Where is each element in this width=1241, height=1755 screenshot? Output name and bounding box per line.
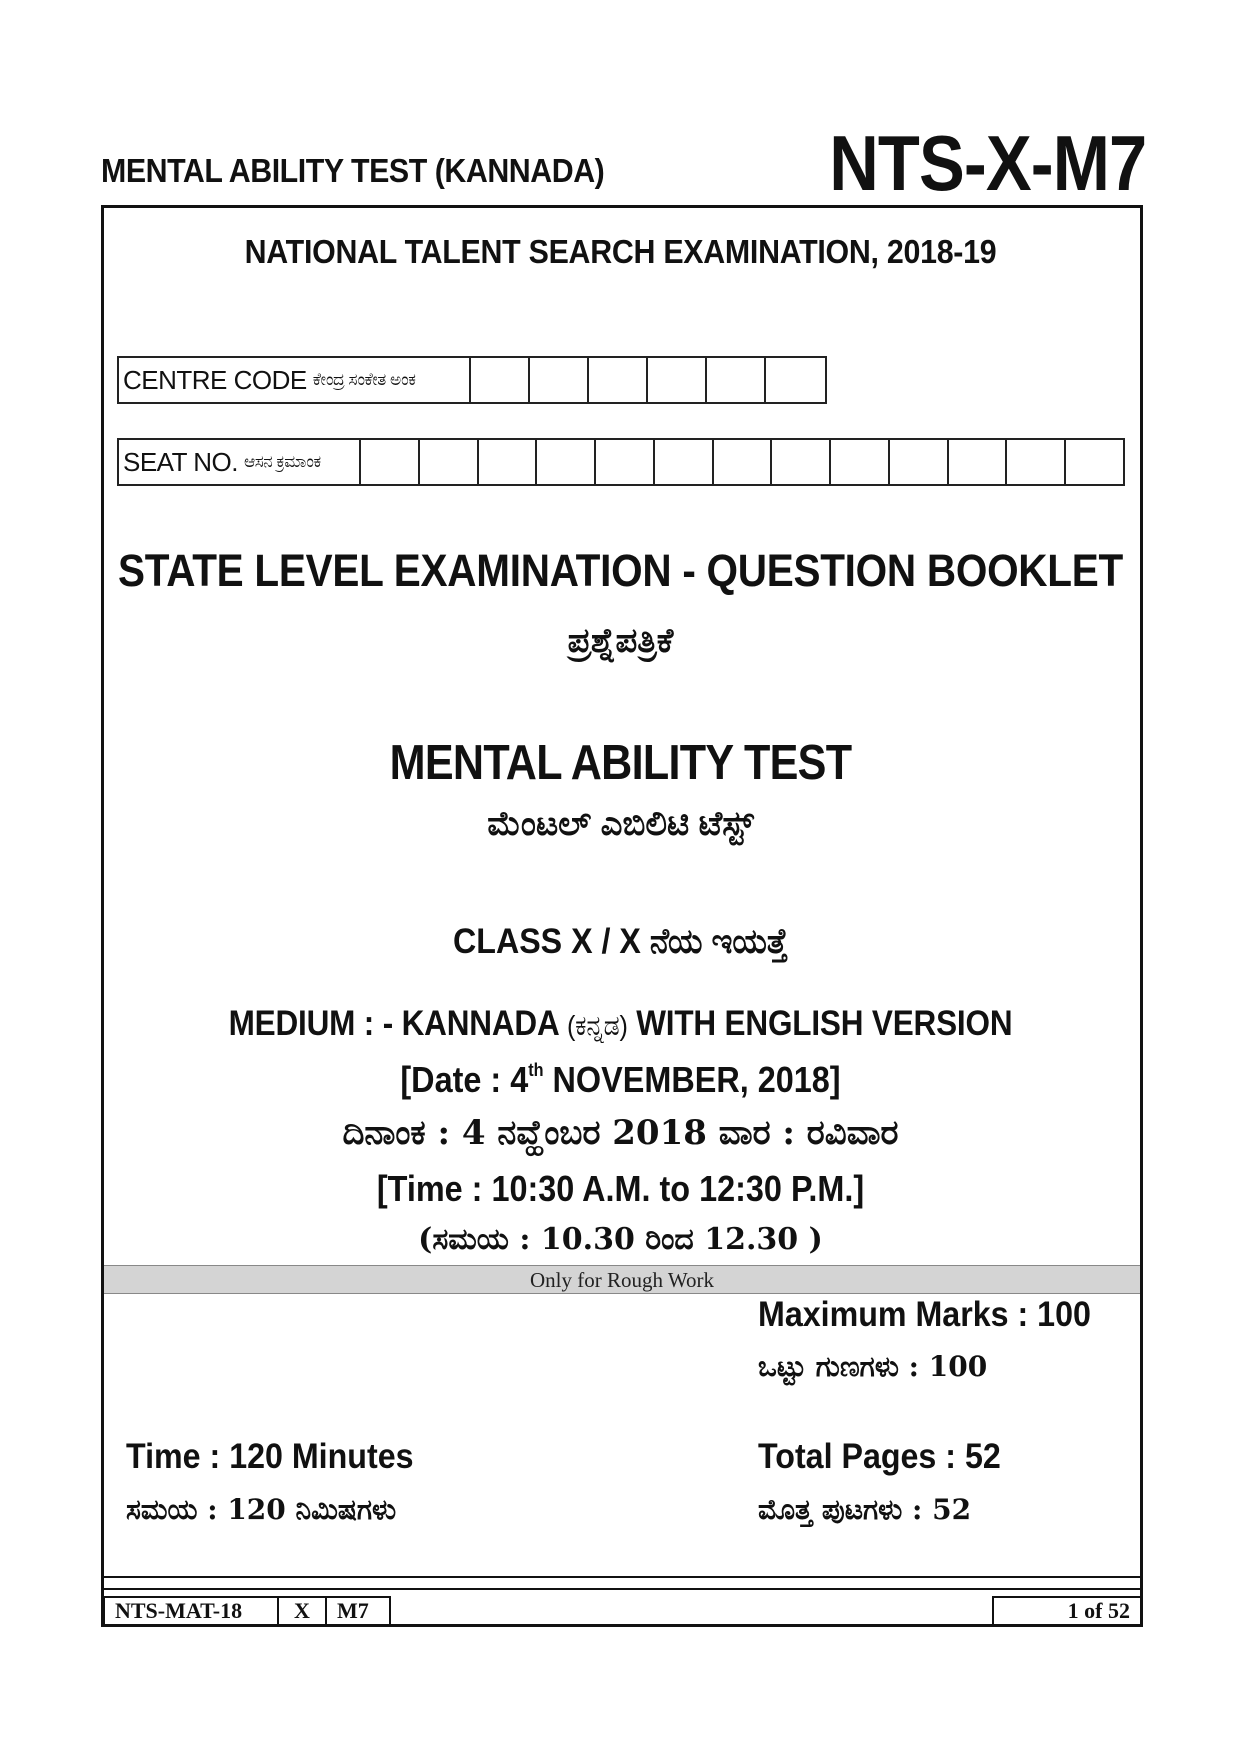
centre-code-box[interactable] bbox=[530, 358, 589, 402]
centre-code-row bbox=[117, 356, 827, 404]
paper-code: NTS-X-M7 bbox=[828, 119, 1146, 207]
seat-no-box[interactable] bbox=[831, 440, 890, 484]
seat-no-box[interactable] bbox=[1066, 440, 1123, 484]
centre-code-box[interactable] bbox=[707, 358, 766, 402]
seat-no-label-en: SEAT NO. bbox=[123, 446, 238, 477]
date-suffix: NOVEMBER, 2018] bbox=[543, 1059, 841, 1100]
centre-code-label-kn: ಕೇಂದ್ರ ಸಂಕೇತ ಅಂಕ bbox=[312, 370, 416, 389]
time-minutes: Time : 120 Minutes bbox=[126, 1437, 414, 1476]
subject-title-kn: ಮೆಂಟಲ್ ಎಬಿಲಿಟಿ ಟೆಸ್ಟ್ bbox=[487, 805, 754, 843]
centre-code-boxes bbox=[471, 358, 825, 402]
class-line: CLASS X / X ನೆಯ ಇಯತ್ತೆ bbox=[453, 922, 788, 961]
max-marks-kn: ಒಟ್ಟು ಗುಣಗಳು : 100 bbox=[758, 1350, 988, 1383]
seat-no-box[interactable] bbox=[1007, 440, 1066, 484]
footer-rule-bottom bbox=[101, 1588, 1143, 1590]
seat-no-label bbox=[119, 440, 361, 484]
max-marks: Maximum Marks : 100 bbox=[758, 1295, 1091, 1334]
footer-code: NTS-MAT-18 bbox=[103, 1596, 279, 1626]
footer-class: X bbox=[277, 1596, 327, 1626]
seat-no-box[interactable] bbox=[890, 440, 949, 484]
footer-rule-top bbox=[101, 1576, 1143, 1578]
seat-no-boxes bbox=[361, 440, 1123, 484]
centre-code-box[interactable] bbox=[471, 358, 530, 402]
seat-no-box[interactable] bbox=[714, 440, 773, 484]
footer-set: M7 bbox=[325, 1596, 391, 1626]
centre-code-box[interactable] bbox=[589, 358, 648, 402]
seat-no-box[interactable] bbox=[949, 440, 1008, 484]
medium-kn: (ಕನ್ನಡ) bbox=[566, 1010, 628, 1041]
booklet-title-kn: ಪ್ರಶ್ನೆಪತ್ರಿಕೆ bbox=[567, 622, 674, 660]
seat-no-box[interactable] bbox=[655, 440, 714, 484]
seat-no-box[interactable] bbox=[596, 440, 655, 484]
rough-work-bar: Only for Rough Work bbox=[104, 1265, 1140, 1294]
total-pages-kn: ಮೊತ್ತ ಪುಟಗಳು : 52 bbox=[758, 1493, 972, 1526]
seat-no-box[interactable] bbox=[361, 440, 420, 484]
medium-prefix: MEDIUM : - KANNADA bbox=[228, 1004, 567, 1043]
medium-suffix: WITH ENGLISH VERSION bbox=[627, 1004, 1013, 1043]
centre-code-label-en: CENTRE CODE bbox=[123, 364, 307, 395]
date-sup: th bbox=[528, 1060, 544, 1080]
date-prefix: [Date : 4 bbox=[400, 1059, 529, 1100]
centre-code-box[interactable] bbox=[648, 358, 707, 402]
time-minutes-kn: ಸಮಯ : 120 ನಿಮಿಷಗಳು bbox=[126, 1493, 397, 1526]
total-pages: Total Pages : 52 bbox=[758, 1437, 1001, 1476]
footer-page-number: 1 of 52 bbox=[992, 1596, 1142, 1626]
time-line-kn: (ಸಮಯ : 10.30 ರಿಂದ 12.30 ) bbox=[418, 1222, 823, 1257]
time-line: [Time : 10:30 A.M. to 12:30 P.M.] bbox=[376, 1168, 865, 1209]
seat-no-box[interactable] bbox=[420, 440, 479, 484]
date-line bbox=[62, 1059, 1179, 1101]
exam-title: NATIONAL TALENT SEARCH EXAMINATION, 2018-19 bbox=[244, 233, 997, 270]
date-line-kn: ದಿನಾಂಕ : 4 ನವ್ಹೆಂಬರ 2018 ವಾರ : ರವಿವಾರ bbox=[342, 1113, 899, 1153]
seat-no-label-kn: ಆಸನ ಕ್ರಮಾಂಕ bbox=[243, 452, 321, 471]
centre-code-label bbox=[119, 358, 471, 402]
subject-title: MENTAL ABILITY TEST bbox=[389, 736, 852, 790]
seat-no-row bbox=[117, 438, 1125, 486]
medium-line bbox=[62, 1004, 1179, 1044]
centre-code-box[interactable] bbox=[766, 358, 825, 402]
booklet-title: STATE LEVEL EXAMINATION - QUESTION BOOKLET bbox=[118, 545, 1123, 596]
seat-no-box[interactable] bbox=[537, 440, 596, 484]
test-title: MENTAL ABILITY TEST (KANNADA) bbox=[101, 152, 605, 189]
booklet-frame bbox=[101, 205, 1143, 1627]
seat-no-box[interactable] bbox=[772, 440, 831, 484]
seat-no-box[interactable] bbox=[479, 440, 538, 484]
